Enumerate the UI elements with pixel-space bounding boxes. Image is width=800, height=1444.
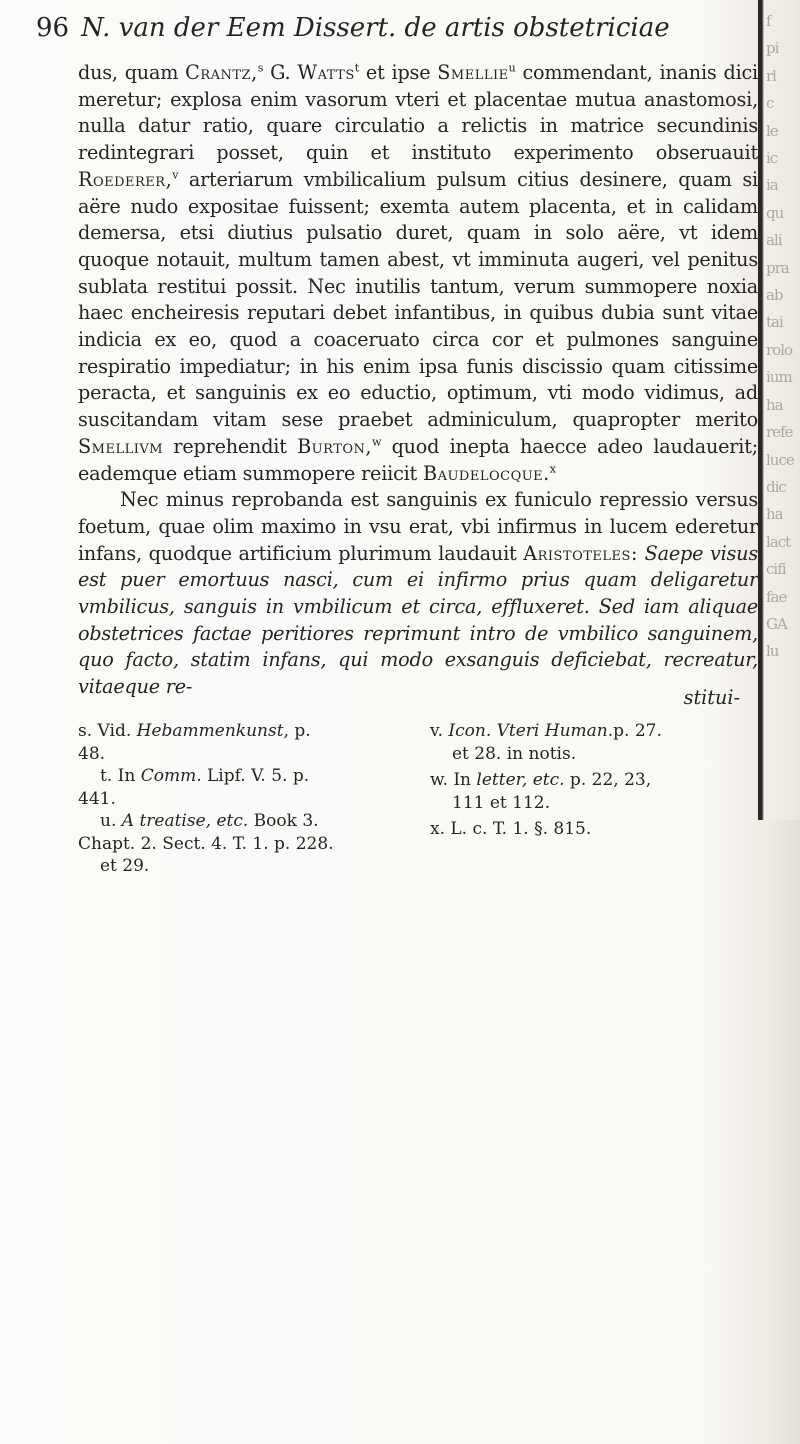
paragraph-1: dus, quam Crantz,$^s$ G. Watts$^t$ et ipse Smellie$^u$ commendant, inanis dici meretur; explosa enim vasorum vteri et placentae mutua anastomosi, nulla datur ratio, quare circulatio a relictis in matrice secundinis redintegrari posset, quin et instituto experimento obseruauit Roederer,$^v$ arteriarum vmbilicalium pulsum citius desinere, quam si aëre nudo expositae fuissent; exemta autem placenta, et in calidam demersa, etsi diutius pulsatio duret, quam in solo aëre, vt idem quoque notauit, multum tamen abest, vt imminuta augeri, vel penitus sublata restitui possit. Nec inutilis tantum, verum summopere noxia haec encheiresis reputari debet infantibus, in quibus dubia sunt vitae indicia ex eo, quod a coaceruato circa cor et pulmones sanguine respiratio impediatur; in his enim ipsa funis discissio quam citissime peracta, et sanguinis ex eo eductio, optimum, vti modo vidimus, ad suscitandam vitam sese praebet adminiculum, quapropter merito Smellivm reprehendit Burton,$^w$ quod inepta haecce adeo laudauerit; eademque etiam summopere reiicit Baudelocque.$^x$	[78, 61, 758, 485]
bleed-fragment: ha	[766, 395, 783, 414]
running-title: N. van der Eem Dissert. de artis obstetriciae	[81, 13, 670, 43]
bleed-fragment: dic	[766, 477, 786, 496]
footnote-t-cont: 441.	[78, 788, 116, 809]
footnotes	[78, 720, 758, 880]
footnote-mark-u: u	[508, 61, 516, 75]
footnote-mark-v: v	[172, 168, 179, 182]
bleed-through-text	[766, 0, 800, 828]
bleed-fragment: lu	[766, 642, 779, 661]
footnotes-left-column	[78, 720, 408, 878]
name-burton: Burton,	[297, 434, 372, 458]
footnote-w-cont: 111 et 112.	[452, 792, 550, 813]
aristotle-quote: Saepe visus est puer emortuus nasci, cum ei infirmo prius quam deligaretur vmbilicus, sanguis in vmbilicum et circa, effluxeret. Sed iam aliquae obstetrices factae peritiores reprimunt intro de vmbilico sanguinem, quo facto, statim infans, qui modo exsanguis deficiebat, recreatur, vitaeque re-	[78, 541, 758, 699]
footnote-mark-t: t	[354, 61, 359, 75]
catchword: stitui-	[683, 686, 740, 709]
footnote-t: t. In Comm. Lipf. V. 5. p.	[100, 766, 310, 786]
page-number: 96	[36, 13, 70, 43]
bleed-fragment: ab	[766, 286, 783, 305]
bleed-fragment: tai	[766, 313, 783, 332]
name-smellie: Smellie	[437, 61, 509, 84]
bleed-fragment: qu	[766, 203, 784, 222]
bleed-fragment: c	[766, 94, 774, 113]
footnote-s-cont: 48.	[78, 743, 106, 764]
footnote-v-cont: et 28. in notis.	[452, 743, 577, 764]
bleed-fragment: pra	[766, 258, 789, 277]
footnote-u-cont: Chapt. 2. Sect. 4. T. 1. p. 228.	[78, 833, 334, 854]
footnote-x: x. L. c. T. 1. §. 815.	[430, 819, 592, 839]
bleed-fragment: f	[766, 12, 771, 30]
bleed-fragment: ic	[766, 149, 778, 168]
bleed-fragment: ali	[766, 231, 782, 250]
paragraph-2: Nec minus reprobanda est sanguinis ex funiculo repressio versus foetum, quae olim maximo in vsu erat, vbi infirmus in lucem ederetur infans, quodque artificium plurimum laudauit Aristoteles: Saepe visus est puer emortuus nasci, cum ei infirmo prius quam deligaretur vmbilicus, sanguis in vmbilicum et circa, effluxeret. Sed iam aliquae obstetrices factae peritiores reprimunt intro de vmbilico sanguinem, quo facto, statim infans, qui modo exsanguis deficiebat, recreatur, vitaeque re-	[78, 488, 758, 699]
name-smellium: Smellivm	[78, 434, 164, 458]
footnote-u-cont2: et 29.	[100, 856, 150, 876]
bleed-fragment: refe	[766, 423, 793, 442]
footnote-mark-s: s	[257, 61, 264, 75]
name-roederer: Roederer,	[78, 167, 173, 191]
name-crantz: Crantz,	[185, 61, 258, 84]
main-text	[78, 60, 758, 701]
bleed-fragment: cifi	[766, 560, 786, 579]
footnote-v: v. Icon. Vteri Human.p. 27.	[430, 721, 662, 741]
footnote-u: u. A treatise, etc. Book 3.	[100, 811, 319, 831]
name-baudelocque: Baudelocque.	[422, 461, 550, 485]
footnote-mark-x: x	[549, 462, 556, 476]
footnotes-right-column	[430, 720, 760, 841]
bleed-fragment: GA	[766, 614, 787, 633]
name-aristoteles: Aristoteles:	[523, 541, 638, 565]
bleed-fragment: lact	[766, 532, 791, 551]
bleed-fragment: pi	[766, 39, 779, 58]
running-header	[36, 8, 756, 48]
footnote-mark-w: w	[372, 435, 382, 449]
name-watts: Watts	[297, 61, 355, 84]
bleed-fragment: le	[766, 121, 778, 140]
footnote-s: s. Vid. Hebammenkunst, p.	[78, 721, 311, 741]
bleed-fragment: ha	[766, 505, 783, 524]
bleed-fragment: luce	[766, 450, 794, 469]
bleed-fragment: ia	[766, 176, 778, 195]
footnote-w: w. In letter, etc. p. 22, 23,	[430, 770, 652, 790]
bleed-fragment: rl	[766, 66, 776, 85]
bleed-fragment: rolo	[766, 340, 793, 359]
bleed-fragment: fae	[766, 587, 787, 606]
bleed-fragment: ium	[766, 368, 792, 387]
